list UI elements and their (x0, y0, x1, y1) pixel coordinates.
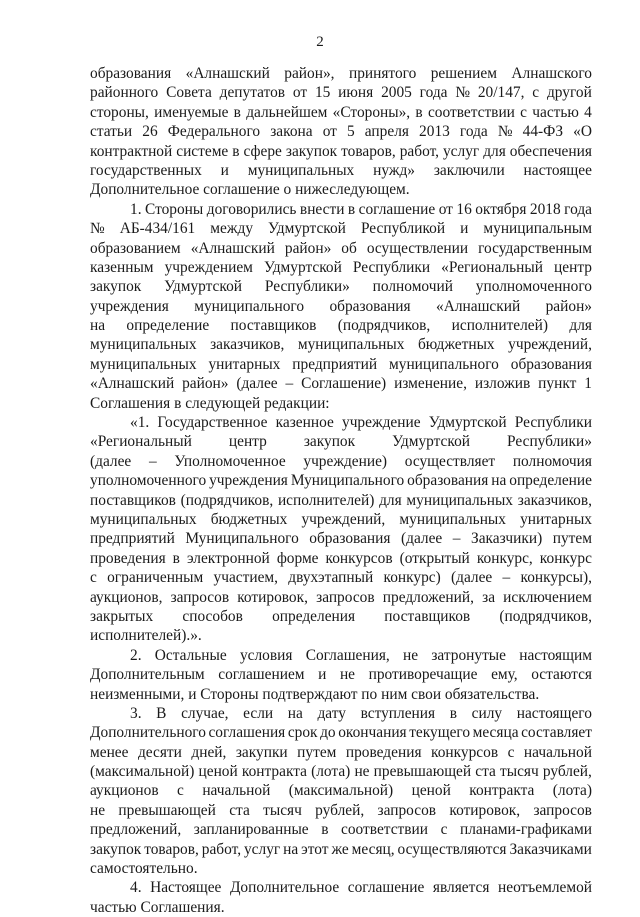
text-line: самостоятельно. (90, 860, 198, 878)
paragraph-clause-1 (90, 200, 592, 413)
text-line: Дополнительным соглашением и не противоречащие ему, остаются (90, 666, 592, 684)
text-line: муниципальных заказчиков, муниципальных бюджетных учреждений, (90, 336, 592, 354)
text-line: казенным учреждением Удмуртской Республики «Региональный центр (90, 258, 592, 276)
paragraph-clause-1-quote (90, 413, 592, 646)
text-line: образованием «Алнашский район» об осуществлении государственным (90, 239, 592, 257)
text-line: поставщиков (подрядчиков, исполнителей) для муниципальных заказчиков, (90, 491, 592, 509)
text-line: аукционов с начальной (максимальной) ценой контракта (лота) (90, 782, 592, 800)
text-line: учреждения муниципального образования «Алнашский район» (90, 297, 592, 315)
text-line: на определение поставщиков (подрядчиков, исполнителей) для (90, 317, 592, 335)
text-line: № АБ-434/161 между Удмуртской Республикой и муниципальным (90, 220, 592, 238)
text-line: закупок Удмуртской Республики» полномочий уполномоченного (90, 278, 592, 296)
text-line: аукционов, запросов котировок, запросов предложений, за исключением (90, 588, 592, 606)
text-line: закрытых способов определения поставщиков (подрядчиков, (90, 607, 592, 625)
text-line: муниципальных унитарных предприятий муниципального образования (90, 355, 592, 373)
text-line: Дополнительного соглашения срок до окончания текущего месяца составляет (90, 724, 592, 742)
text-line: Дополнительное соглашение о нижеследующем. (90, 181, 410, 199)
paragraph-clause-2 (90, 646, 592, 704)
document-body (90, 64, 592, 917)
page-number: 2 (316, 34, 324, 50)
text-line: закупок товаров, работ, услуг на этот же месяц, осуществляются Заказчиками (90, 840, 592, 858)
text-line: проведения в электронной форме конкурсов (открытый конкурс, конкурс (90, 549, 592, 567)
text-line: предприятий Муниципального образования (далее – Заказчики) путем (90, 530, 592, 548)
text-line: 4. Настоящее Дополнительное соглашение является неотъемлемой (130, 879, 592, 897)
text-line: не превышающей ста тысяч рублей, запросов котировок, запросов (90, 801, 592, 819)
text-line: «1. Государственное казенное учреждение Удмуртской Республики (130, 414, 592, 432)
text-line: муниципальных бюджетных учреждений, муниципальных унитарных (90, 510, 592, 528)
text-line: статьи 26 Федерального закона от 5 апреля 2013 года № 44-ФЗ «О (90, 123, 592, 141)
text-line: неизменными, и Стороны подтверждают по ним свои обязательства. (90, 685, 540, 703)
text-line: стороны, именуемые в дальнейшем «Стороны», в соответствии с частью 4 (90, 103, 592, 121)
text-line: уполномоченного учреждения Муниципального образования на определение (90, 472, 592, 490)
text-line: частью Соглашения. (90, 898, 225, 916)
text-line: исполнителей).». (90, 627, 202, 645)
paragraph-clause-3 (90, 704, 592, 879)
text-line: с ограниченным участием, двухэтапный конкурс) (далее – конкурсы), (90, 569, 592, 587)
text-line: предложений, запланированные в соответствии с планами-графиками (90, 821, 592, 839)
text-line: государственных и муниципальных нужд» заключили настоящее (90, 161, 592, 179)
text-line: (далее – Уполномоченное учреждение) осуществляет полномочия (90, 452, 592, 470)
text-line: менее десяти дней, закупки путем проведения конкурсов с начальной (90, 743, 592, 761)
text-line: 1. Стороны договорились внести в соглашение от 16 октября 2018 года (130, 200, 592, 218)
text-line: контрактной системе в сфере закупок товаров, работ, услуг для обеспечения (90, 142, 592, 160)
text-line: Соглашения в следующей редакции: (90, 394, 330, 412)
paragraph-clause-4 (90, 878, 592, 917)
paragraph-intro (90, 64, 592, 200)
text-line: (максимальной) ценой контракта (лота) не превышающей ста тысяч рублей, (90, 763, 592, 781)
text-line: 2. Остальные условия Соглашения, не затронутые настоящим (130, 646, 592, 664)
text-line: образования «Алнашский район», принятого решением Алнашского (90, 65, 592, 82)
text-line: районного Совета депутатов от 15 июня 2005 года № 20/147, с другой (90, 84, 592, 102)
text-line: «Региональный центр закупок Удмуртской Республики» (90, 433, 592, 451)
text-line: 3. В случае, если на дату вступления в силу настоящего (130, 704, 592, 722)
text-line: «Алнашский район» (далее – Соглашение) изменение, изложив пункт 1 (90, 375, 592, 393)
